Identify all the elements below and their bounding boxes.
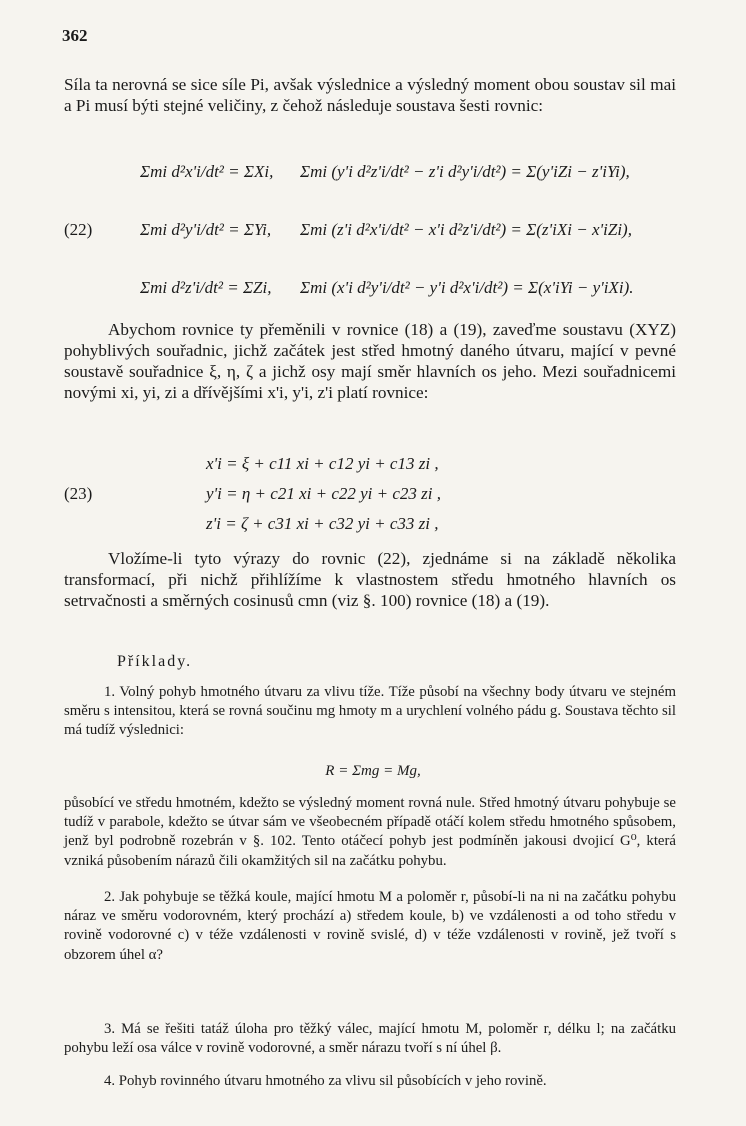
equation-22 xyxy=(64,154,679,314)
paragraph-3: Vložíme-li tyto výrazy do rovnic (22), zjednáme si na základě několika transformací, při nichž přihlížíme k vlastnostem středu hmotného hlavních os setrvačnosti a směrných cosinusů cmn (viz §. 100) rovnice (18) a (19). xyxy=(64,549,676,610)
equation-left: Σmi d²z'i/dt² = ΣZi, xyxy=(140,278,272,297)
equation-right: Σmi (y'i d²z'i/dt² − z'i d²y'i/dt²) = Σ(y'iZi − z'iYi), xyxy=(300,162,630,181)
examples-heading: Příklady. xyxy=(117,653,193,670)
example-4: 4. Pohyb rovinného útvaru hmotného za vlivu sil působících v jeho rovině. xyxy=(104,1073,547,1089)
equation-23 xyxy=(64,452,679,542)
equation-row-text: x'i = ξ + c11 xi + c12 yi + c13 zi , xyxy=(206,454,439,473)
equation-row-text: z'i = ζ + c31 xi + c32 yi + c33 zi , xyxy=(206,514,439,533)
equation-23-number: (23) xyxy=(64,484,93,503)
equation-row-text: y'i = η + c21 xi + c22 yi + c23 zi , xyxy=(206,484,441,503)
example-2: 2. Jak pohybuje se těžká koule, mající hmotu M a poloměr r, působí-li na ni na začátku pohybu náraz ve směru vodorovném, který prochází a) středem koule, b) ve vzdálenosti a od toho středu v rovině vodorovné c) v téže vzdálenosti v rovině svislé, d) v téže vzdálenosti v rovině, jež tvoří s obzorem úhel α? xyxy=(64,889,676,963)
paragraph-2: Abychom rovnice ty přeměnili v rovnice (18) a (19), zaveďme soustavu (XYZ) pohyblivých souřadnic, jichž začátek jest střed hmotný daného útvaru, mající v pevné soustavě souřadnice ξ, η, ζ a jichž osy mají směr hlavních os jeho. Mezi souřadnicemi novými xi, yi, zi a dřívějšími x'i, y'i, z'i platí rovnice: xyxy=(64,320,676,402)
example-1-continuation: působící ve středu hmotném, kdežto se výsledný moment rovná nule. Střed hmotný útvaru pohybuje se tudíž v parabole, kdežto se útvar sám ve všeobecném případě otáčí kolem středu hmotného spůsobem, jenž byl podrobně rozebrán v §. 102. Tento otáčecí pohyb jest podmíněn jakousi dvojicí G⁰, která vzniká působením nárazů čili okamžitých sil na začátku pohybu. xyxy=(64,795,676,869)
equation-right: Σmi (z'i d²x'i/dt² − x'i d²z'i/dt²) = Σ(z'iXi − x'iZi), xyxy=(300,220,632,239)
paragraph-1: Síla ta nerovná se sice síle Pi, avšak výslednice a výsledný moment obou soustav sil mai a Pi musí býti stejné veličiny, z čehož následuje soustava šesti rovnic: xyxy=(64,75,676,115)
equation-right: Σmi (x'i d²y'i/dt² − y'i d²x'i/dt²) = Σ(x'iYi − y'iXi). xyxy=(300,278,634,297)
page-number: 362 xyxy=(62,26,88,45)
equation-left: Σmi d²y'i/dt² = ΣYi, xyxy=(140,220,272,239)
example-1: 1. Volný pohyb hmotného útvaru za vlivu tíže. Tíže působí na všechny body útvaru ve stejném směru s intensitou, která se rovná součinu mg hmoty m a urychlení volného pádu g. Soustava těchto sil má tudíž výslednici: xyxy=(64,684,676,739)
example-1-formula: R = Σmg = Mg, xyxy=(325,763,421,779)
example-3: 3. Má se řešiti tatáž úloha pro těžký válec, mající hmotu M, poloměr r, délku l; na začátku pohybu leží osa válce v rovině vodorovné, a směr nárazu tvoří s ní úhel β. xyxy=(64,1021,676,1057)
equation-left: Σmi d²x'i/dt² = ΣXi, xyxy=(140,162,274,181)
equation-22-number: (22) xyxy=(64,220,93,239)
